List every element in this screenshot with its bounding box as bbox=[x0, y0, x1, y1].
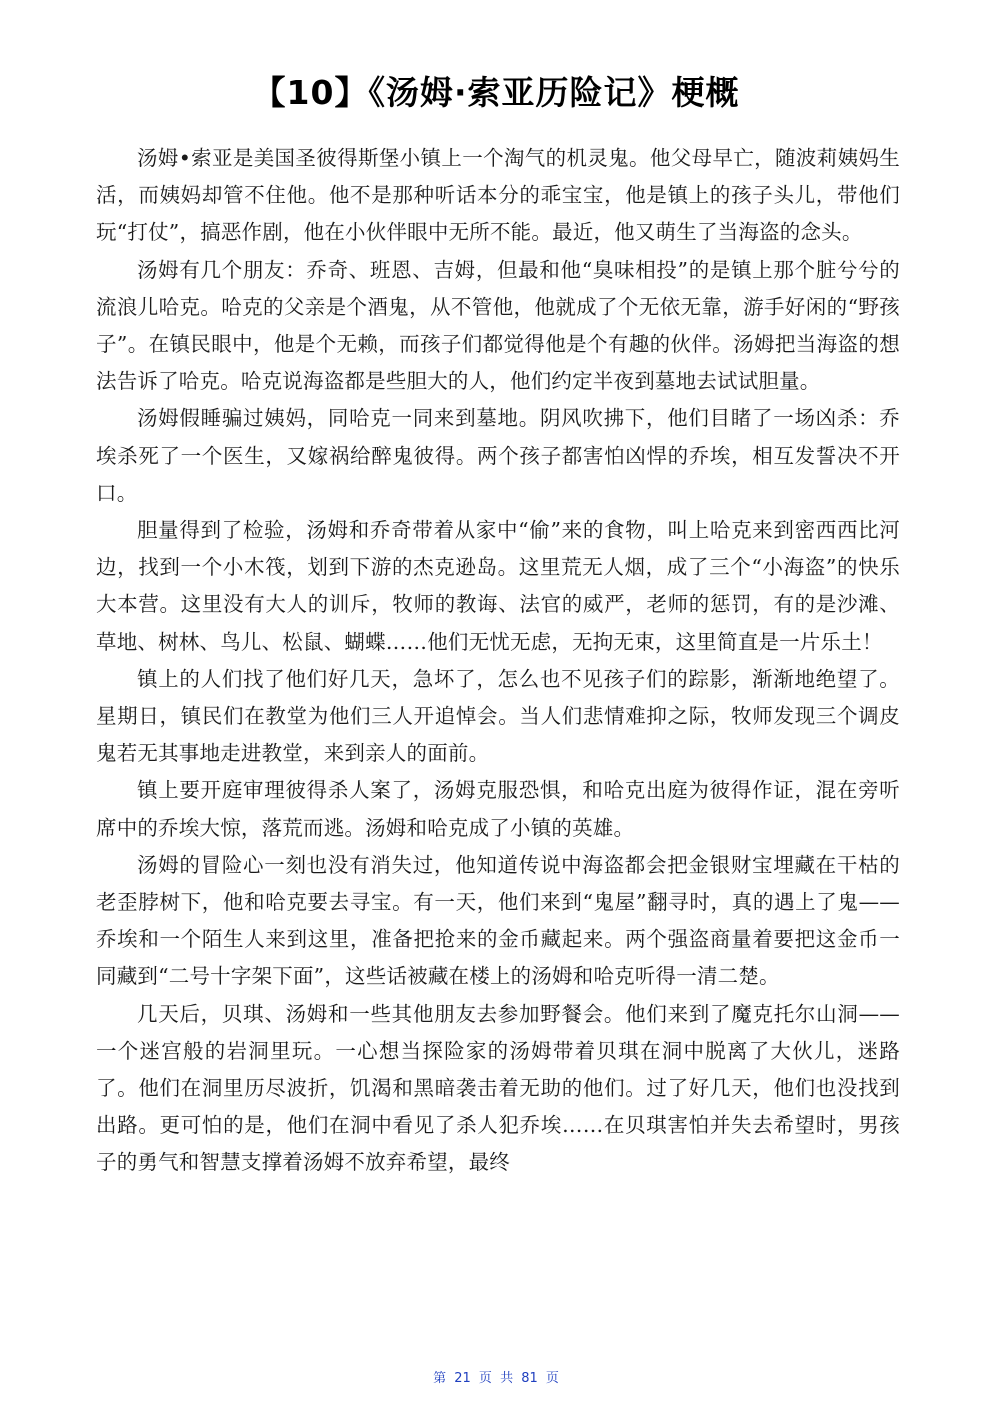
paragraph: 镇上的人们找了他们好几天，急坏了，怎么也不见孩子们的踪影，渐渐地绝望了。星期日，镇民们在教堂为他们三人开追悼会。当人们悲情难抑之际，牧师发现三个调皮鬼若无其事地走进教堂，来到亲人的面前。 bbox=[96, 666, 900, 766]
paragraph: 汤姆的冒险心一刻也没有消失过，他知道传说中海盗都会把金银财宝埋藏在干枯的老歪脖树下，他和哈克要去寻宝。有一天，他们来到“鬼屋”翻寻时，真的遇上了鬼——乔埃和一个陌生人来到这里，准备把抢来的金币藏起来。两个强盗商量着要把这金币一同藏到“二号十字架下面”，这些话被藏在楼上的汤姆和哈克听得一清二楚。 bbox=[96, 852, 900, 989]
paragraph: 几天后，贝琪、汤姆和一些其他朋友去参加野餐会。他们来到了魔克托尔山洞——一个迷宫般的岩洞里玩。一心想当探险家的汤姆带着贝琪在洞中脱离了大伙儿，迷路了。他们在洞里历尽波折，饥渴和黑暗袭击着无助的他们。过了好几天，他们也没找到出路。更可怕的是，他们在洞中看见了杀人犯乔埃……在贝琪害怕并失去希望时，男孩子的勇气和智慧支撑着汤姆不放弃希望，最终 bbox=[96, 1001, 900, 1175]
paragraph: 汤姆假睡骗过姨妈，同哈克一同来到墓地。阴风吹拂下，他们目睹了一场凶杀：乔埃杀死了一个医生，又嫁祸给醉鬼彼得。两个孩子都害怕凶悍的乔埃，相互发誓决不开口。 bbox=[96, 406, 900, 505]
paragraph: 镇上要开庭审理彼得杀人案了，汤姆克服恐惧，和哈克出庭为彼得作证，混在旁听席中的乔埃大惊，落荒而逃。汤姆和哈克成了小镇的英雄。 bbox=[96, 778, 900, 840]
document-title: 【10】《汤姆·索亚历险记》梗概 bbox=[252, 73, 740, 112]
document-body bbox=[96, 140, 900, 1182]
paragraph: 汤姆•索亚是美国圣彼得斯堡小镇上一个淘气的机灵鬼。他父母早亡，随波莉姨妈生活，而姨妈却管不住他。他不是那种听话本分的乖宝宝，他是镇上的孩子头儿，带他们玩“打仗”，搞恶作剧，他在小伙伴眼中无所不能。最近，他又萌生了当海盗的念头。 bbox=[96, 146, 900, 245]
paragraph: 胆量得到了检验，汤姆和乔奇带着从家中“偷”来的食物，叫上哈克来到密西西比河边，找到一个小木筏，划到下游的杰克逊岛。这里荒无人烟，成了三个“小海盗”的快乐大本营。这里没有大人的训斥，牧师的教诲、法官的威严，老师的惩罚，有的是沙滩、草地、树林、鸟儿、松鼠、蝴蝶……他们无忧无虑，无拘无束，这里简直是一片乐土！ bbox=[96, 518, 900, 654]
paragraph: 汤姆有几个朋友：乔奇、班恩、吉姆，但最和他“臭味相投”的是镇上那个脏兮兮的流浪儿哈克。哈克的父亲是个酒鬼，从不管他，他就成了个无依无靠，游手好闲的“野孩子”。在镇民眼中，他是个无赖，而孩子们都觉得他是个有趣的伙伴。汤姆把当海盗的想法告诉了哈克。哈克说海盗都是些胆大的人，他们约定半夜到墓地去试试胆量。 bbox=[96, 257, 900, 394]
page-number: 第 21 页 共 81 页 bbox=[433, 1371, 559, 1386]
